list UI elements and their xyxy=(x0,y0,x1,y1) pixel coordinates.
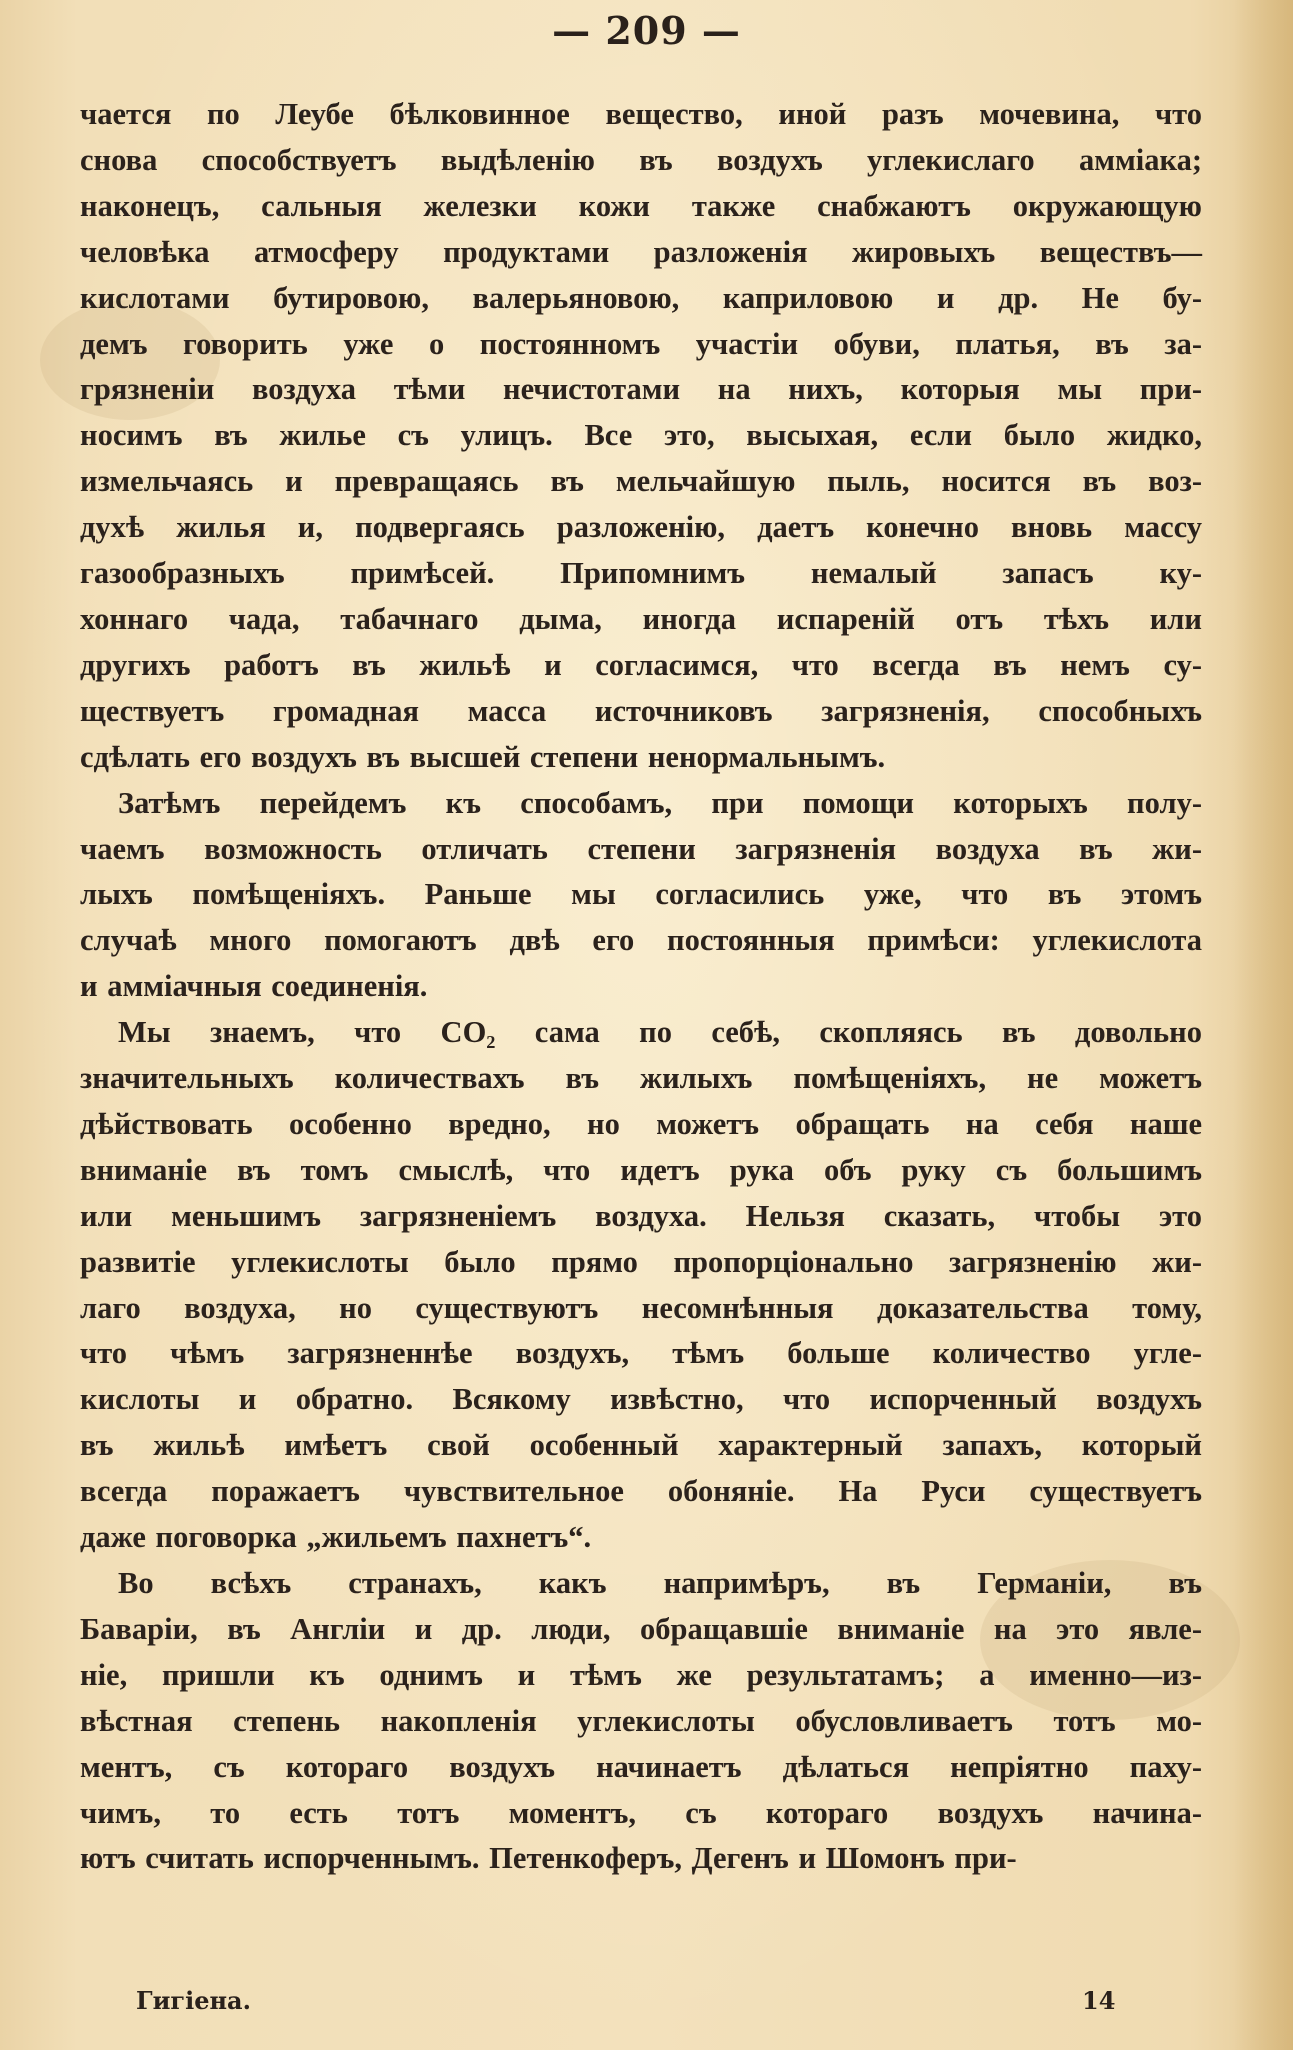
text-line: вѣстная степень накопленія углекислоты обусловливаетъ тотъ мо- xyxy=(80,1703,1202,1738)
paragraph xyxy=(80,92,1202,781)
text-line: хоннаго чада, табачнаго дыма, иногда испареній отъ тѣхъ или xyxy=(80,601,1202,636)
text-line: дѣйствовать особенно вредно, но можетъ обращать на себя наше xyxy=(80,1106,1202,1141)
text-line: ществуетъ громадная масса источниковъ загрязненія, способныхъ xyxy=(80,693,1202,728)
text-line: ментъ, съ котораго воздухъ начинаетъ дѣлаться непріятно паху- xyxy=(80,1749,1202,1784)
text-line: или меньшимъ загрязненіемъ воздуха. Нельзя сказать, чтобы это xyxy=(80,1198,1202,1233)
text-line: вниманіе въ томъ смыслѣ, что идетъ рука объ руку съ большимъ xyxy=(80,1152,1202,1187)
page-footer xyxy=(0,1986,1293,2026)
text-line: сдѣлать его воздухъ въ высшей степени ненормальнымъ. xyxy=(80,739,886,774)
text-line: значительныхъ количествахъ въ жилыхъ помѣщеніяхъ, не можетъ xyxy=(80,1061,1202,1096)
text-line: Баваріи, въ Англіи и др. люди, обращавшіе вниманіе на это явле- xyxy=(80,1611,1202,1646)
text-line: наконецъ, сальныя железки кожи также снабжаютъ окружающую xyxy=(80,188,1202,223)
paragraph xyxy=(80,781,1202,1011)
text-line: Во всѣхъ странахъ, какъ напримѣръ, въ Германіи, въ xyxy=(118,1566,1202,1600)
text-line: лаго воздуха, но существуютъ несомнѣнныя доказательства тому, xyxy=(80,1290,1202,1325)
text-line: ніе, пришли къ однимъ и тѣмъ же результатамъ; а именно—из- xyxy=(80,1657,1202,1692)
text-line: даже поговорка „жильемъ пахнетъ“. xyxy=(80,1520,592,1555)
text-line: кислотами бутировою, валерьяновою, каприловою и др. Не бу- xyxy=(80,280,1202,315)
text-line: Затѣмъ перейдемъ къ способамъ, при помощи которыхъ полу- xyxy=(118,785,1202,820)
text-line: кислоты и обратно. Всякому извѣстно, что испорченный воздухъ xyxy=(80,1382,1202,1417)
page-number: — 209 — xyxy=(552,8,741,53)
text-line: духѣ жилья и, подвергаясь разложенію, даетъ конечно вновь массу xyxy=(80,510,1202,545)
text-line: носимъ въ жилье съ улицъ. Все это, высыхая, если было жидко, xyxy=(80,418,1202,453)
text-line: чаемъ возможность отличать степени загрязненія воздуха въ жи- xyxy=(80,831,1202,866)
text-line: демъ говорить уже о постоянномъ участіи обуви, платья, въ за- xyxy=(80,326,1202,361)
text-line: развитіе углекислоты было прямо пропорціонально загрязненію жи- xyxy=(80,1244,1202,1279)
text-line: грязненіи воздуха тѣми нечистотами на нихъ, которыя мы при- xyxy=(80,372,1202,407)
text-line: ютъ считать испорченнымъ. Петенкоферъ, Дегенъ и Шомонъ при- xyxy=(80,1841,1017,1876)
text-line: въ жильѣ имѣетъ свой особенный характерный запахъ, который xyxy=(80,1428,1202,1463)
text-line: газообразныхъ примѣсей. Припомнимъ немалый запасъ ку- xyxy=(80,556,1202,591)
paragraph xyxy=(80,1561,1202,1882)
text-line: другихъ работъ въ жильѣ и согласимся, что всегда въ немъ су- xyxy=(80,647,1202,682)
text-line: и амміачныя соединенія. xyxy=(80,969,428,1004)
text-line: всегда поражаетъ чувствительное обоняніе. На Руси существуетъ xyxy=(80,1474,1202,1509)
text-line: измельчаясь и превращаясь въ мельчайшую пыль, носится въ воз- xyxy=(80,464,1202,499)
text-line: чается по Леубе бѣлковинное вещество, иной разъ мочевина, что xyxy=(80,97,1202,131)
page-edge-shadow xyxy=(1233,0,1293,2050)
body-text xyxy=(80,92,1202,1882)
text-line: случаѣ много помогаютъ двѣ его постоянныя примѣси: углекислота xyxy=(80,923,1202,958)
text-line: Мы знаемъ, что CO₂ сама по себѣ, скопляясь въ довольно xyxy=(118,1015,1202,1050)
text-line: человѣка атмосферу продуктами разложенія жировыхъ веществъ— xyxy=(80,234,1202,269)
text-line: чимъ, то есть тотъ моментъ, съ котораго воздухъ начина- xyxy=(80,1795,1202,1830)
footer-signature-number: 14 xyxy=(1082,1986,1116,2015)
text-line: что чѣмъ загрязненнѣе воздухъ, тѣмъ больше количество угле- xyxy=(80,1336,1202,1371)
text-line: снова способствуетъ выдѣленію въ воздухъ углекислаго амміака; xyxy=(80,142,1202,177)
text-line: лыхъ помѣщеніяхъ. Раньше мы согласились уже, что въ этомъ xyxy=(80,877,1202,912)
footer-book-title: Гигіена. xyxy=(136,1986,251,2015)
paragraph xyxy=(80,1010,1202,1561)
